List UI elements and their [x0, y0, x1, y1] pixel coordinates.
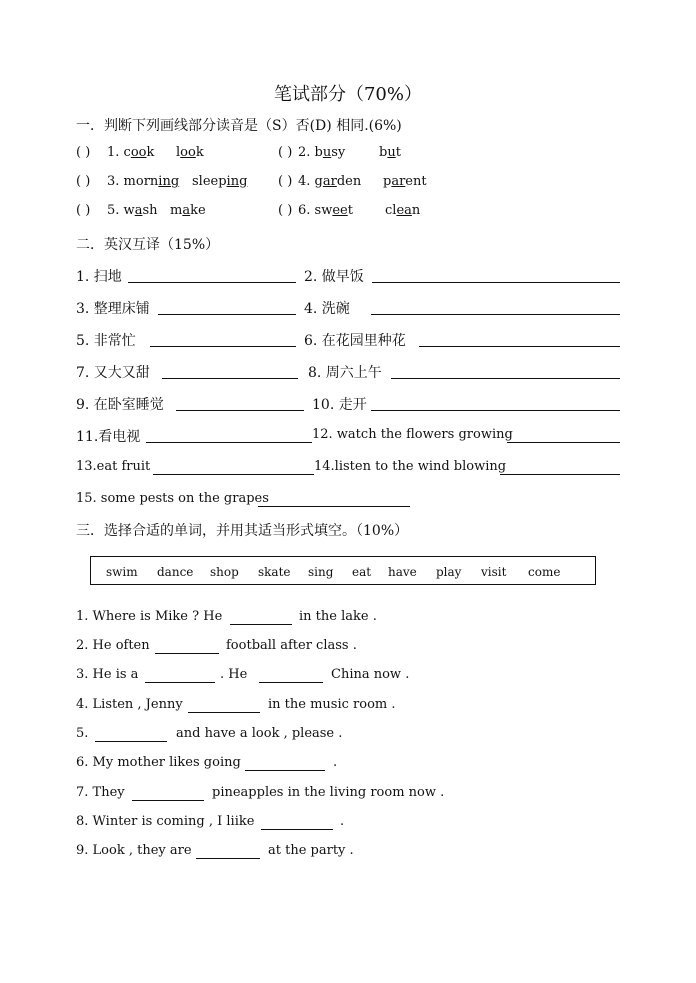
phonics-item-5: 5. wash: [107, 203, 158, 218]
fill-sentence-mid: . He: [220, 667, 248, 682]
translation-prompt: 7. 又大又甜: [76, 365, 150, 381]
answer-blank[interactable]: [245, 770, 325, 771]
fill-sentence-end: at the party .: [268, 843, 354, 858]
answer-blank[interactable]: [132, 800, 204, 801]
word-bank-item: dance: [157, 565, 194, 579]
fill-sentence-end: China now .: [331, 667, 410, 682]
answer-paren[interactable]: ( ): [278, 174, 293, 189]
translation-prompt: 6. 在花园里种花: [304, 333, 406, 349]
fill-sentence-end: and have a look , please .: [176, 726, 343, 741]
word-bank-item: eat: [352, 565, 372, 579]
answer-paren[interactable]: ( ): [76, 203, 91, 218]
answer-blank[interactable]: [500, 474, 620, 475]
word-bank-item: come: [528, 565, 561, 579]
translation-prompt: 14.listen to the wind blowing: [314, 459, 507, 474]
phonics-item-4: 4. garden: [298, 174, 362, 189]
fill-sentence-start: 4. Listen , Jenny: [76, 697, 183, 712]
answer-blank[interactable]: [372, 282, 620, 283]
fill-sentence-start: 1. Where is Mike ? He: [76, 609, 223, 624]
fill-sentence-start: 7. They: [76, 785, 125, 800]
word-bank-item: have: [388, 565, 417, 579]
translation-prompt: 2. 做早饭: [304, 269, 364, 285]
answer-blank[interactable]: [153, 474, 314, 475]
word-bank-item: visit: [481, 565, 507, 579]
answer-blank[interactable]: [261, 829, 333, 830]
translation-prompt: 3. 整理床铺: [76, 301, 150, 317]
translation-prompt: 5. 非常忙: [76, 333, 136, 349]
answer-blank[interactable]: [507, 442, 620, 443]
answer-blank[interactable]: [150, 346, 296, 347]
fill-sentence-start: 9. Look , they are: [76, 843, 192, 858]
word-bank-item: skate: [258, 565, 291, 579]
page-title: 笔试部分（70%）: [273, 84, 422, 105]
answer-blank[interactable]: [146, 442, 312, 443]
phonics-word-2: make: [170, 203, 206, 218]
section1-heading: 一．判断下列画线部分读音是（S）否(D) 相同.(6%): [76, 118, 402, 134]
answer-blank[interactable]: [158, 314, 296, 315]
fill-sentence-start: 6. My mother likes going: [76, 755, 241, 770]
fill-sentence-start: 5.: [76, 726, 89, 741]
translation-prompt: 13.eat fruit: [76, 459, 151, 474]
translation-prompt: 10. 走开: [312, 397, 367, 413]
answer-blank[interactable]: [128, 282, 296, 283]
phonics-word-2: clean: [385, 203, 421, 218]
answer-blank[interactable]: [145, 682, 215, 683]
phonics-word-2: but: [379, 145, 401, 160]
answer-paren[interactable]: ( ): [278, 145, 293, 160]
fill-sentence-end: .: [333, 755, 338, 770]
translation-prompt: 15. some pests on the grapes: [76, 491, 269, 506]
word-bank-item: swim: [106, 565, 138, 579]
word-bank-item: play: [436, 565, 462, 579]
fill-sentence-start: 2. He often: [76, 638, 150, 653]
phonics-item-3: 3. morning: [107, 174, 180, 189]
answer-blank[interactable]: [391, 378, 620, 379]
answer-paren[interactable]: ( ): [278, 203, 293, 218]
phonics-item-6: 6. sweet: [298, 203, 353, 218]
answer-blank[interactable]: [188, 712, 260, 713]
word-bank-item: sing: [308, 565, 334, 579]
fill-sentence-end: .: [340, 814, 345, 829]
phonics-item-2: 2. busy: [298, 145, 346, 160]
answer-blank[interactable]: [155, 653, 219, 654]
fill-sentence-end: football after class .: [226, 638, 357, 653]
translation-prompt: 9. 在卧室睡觉: [76, 397, 164, 413]
answer-paren[interactable]: ( ): [76, 145, 91, 160]
translation-prompt: 4. 洗碗: [304, 301, 350, 317]
answer-blank[interactable]: [162, 378, 298, 379]
phonics-word-2: parent: [383, 174, 427, 189]
phonics-word-2: look: [176, 145, 204, 160]
answer-blank[interactable]: [259, 682, 323, 683]
section3-heading: 三．选择合适的单词，并用其适当形式填空。（10%）: [76, 523, 409, 539]
translation-prompt: 11.看电视: [76, 429, 141, 445]
answer-blank[interactable]: [95, 741, 167, 742]
fill-sentence-end: in the music room .: [268, 697, 396, 712]
fill-sentence-start: 8. Winter is coming , I liike: [76, 814, 255, 829]
answer-blank[interactable]: [258, 506, 410, 507]
answer-blank[interactable]: [176, 410, 304, 411]
phonics-item-1: 1. cook: [107, 145, 155, 160]
fill-sentence-start: 3. He is a: [76, 667, 139, 682]
word-bank: [90, 556, 596, 585]
word-bank-item: shop: [210, 565, 239, 579]
translation-prompt: 12. watch the flowers growing: [312, 427, 513, 442]
answer-blank[interactable]: [371, 410, 620, 411]
answer-blank[interactable]: [196, 858, 260, 859]
translation-prompt: 8. 周六上午: [308, 365, 382, 381]
fill-sentence-end: in the lake .: [299, 609, 377, 624]
section2-heading: 二．英汉互译（15%）: [76, 237, 220, 253]
phonics-word-2: sleeping: [192, 174, 248, 189]
answer-blank[interactable]: [419, 346, 620, 347]
answer-blank[interactable]: [371, 314, 620, 315]
answer-paren[interactable]: ( ): [76, 174, 91, 189]
fill-sentence-end: pineapples in the living room now .: [212, 785, 445, 800]
answer-blank[interactable]: [230, 624, 292, 625]
translation-prompt: 1. 扫地: [76, 269, 122, 285]
